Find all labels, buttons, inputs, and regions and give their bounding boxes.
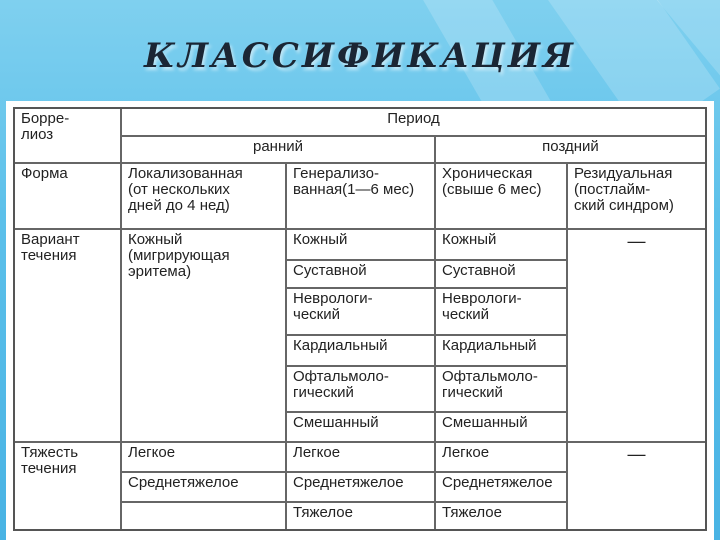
form-localized-cell xyxy=(122,164,287,230)
late-header: поздний xyxy=(542,138,599,155)
variant-generalized-cell xyxy=(287,261,436,289)
corner-header-line: лиоз xyxy=(21,125,54,143)
severity-label-cell xyxy=(15,443,122,529)
variant-line: гический xyxy=(442,383,503,401)
variant-line: ческий xyxy=(442,305,489,323)
form-line: (свыше 6 мес) xyxy=(442,180,542,198)
severity-text: Легкое xyxy=(128,444,176,461)
severity-residual-cell xyxy=(568,443,705,529)
variant-residual-cell xyxy=(568,230,705,443)
variant-text: Кардиальный xyxy=(442,337,537,354)
course-variant-line: Вариант xyxy=(21,231,80,248)
variant-generalized-cell xyxy=(287,336,436,367)
severity-text: Среднетяжелое xyxy=(442,474,553,491)
variant-line: Неврологи- xyxy=(293,290,373,307)
form-line: Локализованная xyxy=(128,165,243,182)
variant-chronic-cell xyxy=(436,367,568,413)
variant-generalized-cell xyxy=(287,230,436,261)
corner-header-line: Борре- xyxy=(21,110,70,127)
severity-text: Среднетяжелое xyxy=(293,474,404,491)
variant-chronic-cell xyxy=(436,261,568,289)
severity-localized-cell xyxy=(122,443,287,473)
form-line: ванная(1—6 мес) xyxy=(293,180,415,198)
early-header-cell xyxy=(122,137,436,164)
variant-chronic-cell xyxy=(436,413,568,443)
severity-chronic-cell xyxy=(436,443,568,473)
form-chronic-cell xyxy=(436,164,568,230)
classification-table xyxy=(13,107,707,531)
period-header: Период xyxy=(387,110,440,127)
residual-dash: — xyxy=(627,444,646,464)
variant-line: ческий xyxy=(293,305,340,323)
form-line: (постлайм- xyxy=(574,180,651,198)
form-line: Генерализо- xyxy=(293,165,379,182)
period-header-cell xyxy=(122,109,705,137)
variant-line: Офтальмоло- xyxy=(442,368,538,385)
variant-chronic-cell xyxy=(436,336,568,367)
variant-line: Офтальмоло- xyxy=(293,368,389,385)
variant-text: Кожный xyxy=(293,231,348,248)
form-line: Резидуальная xyxy=(574,165,673,182)
severity-chronic-cell xyxy=(436,473,568,503)
severity-generalized-cell xyxy=(287,503,436,529)
severity-text: Легкое xyxy=(293,444,341,461)
variant-text: Суставной xyxy=(293,262,367,279)
residual-dash: — xyxy=(627,231,646,251)
variant-line: Неврологи- xyxy=(442,290,522,307)
severity-line: течения xyxy=(21,459,77,477)
form-line: (от нескольких xyxy=(128,180,230,198)
form-label-cell xyxy=(15,164,122,230)
variant-text: Смешанный xyxy=(293,414,379,431)
severity-text: Тяжелое xyxy=(293,504,353,521)
variant-chronic-cell xyxy=(436,230,568,261)
form-residual-cell xyxy=(568,164,705,230)
severity-text: Среднетяжелое xyxy=(128,474,239,491)
early-header: ранний xyxy=(252,138,303,155)
course-variant-line: течения xyxy=(21,246,77,264)
severity-generalized-cell xyxy=(287,473,436,503)
severity-text: Тяжелое xyxy=(442,504,502,521)
form-generalized-cell xyxy=(287,164,436,230)
corner-header-cell xyxy=(15,109,122,164)
severity-text: Легкое xyxy=(442,444,490,461)
course-variant-label-cell xyxy=(15,230,122,443)
severity-generalized-cell xyxy=(287,443,436,473)
form-label: Форма xyxy=(21,165,68,182)
variant-generalized-cell xyxy=(287,413,436,443)
variant-localized-cell xyxy=(122,230,287,443)
variant-line: Кожный xyxy=(128,231,183,248)
severity-line: Тяжесть xyxy=(21,444,79,461)
severity-localized-cell xyxy=(122,473,287,503)
variant-generalized-cell xyxy=(287,289,436,336)
variant-text: Кардиальный xyxy=(293,337,388,354)
slide-title: КЛАССИФИКАЦИЯ xyxy=(144,36,576,76)
form-line: Хроническая xyxy=(442,165,533,182)
variant-chronic-cell xyxy=(436,289,568,336)
form-line: дней до 4 нед) xyxy=(128,196,230,214)
variant-line: эритема) xyxy=(128,262,192,280)
variant-text: Суставной xyxy=(442,262,516,279)
variant-text: Кожный xyxy=(442,231,497,248)
severity-chronic-cell xyxy=(436,503,568,529)
variant-line: (мигрирующая xyxy=(128,246,230,264)
variant-generalized-cell xyxy=(287,367,436,413)
severity-localized-cell xyxy=(122,503,287,529)
variant-line: гический xyxy=(293,383,354,401)
form-line: ский синдром) xyxy=(574,196,674,214)
variant-text: Смешанный xyxy=(442,414,528,431)
late-header-cell xyxy=(436,137,705,164)
